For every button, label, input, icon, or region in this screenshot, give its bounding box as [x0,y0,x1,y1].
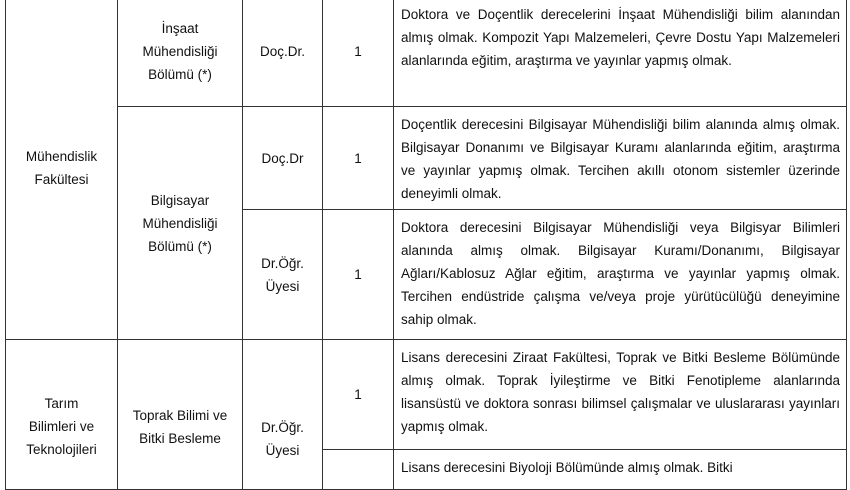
position-description: Doktora derecesini Bilgisayar Mühendisliği veya Bilgisyar Bilimleri alanında almış olmak. Bilgisayar Kuramı/Donanımı, Bilgisayar Ağları/Kablosuz Ağlar eğitim, araştırma ve yayınlar yapmış olmak. Tercihen endüstride çalışma ve/veya proje yürütücülüğü deneyimine sahip olmak. [401,220,840,327]
description-cell [394,0,847,107]
department-name: Bilgisayar Mühendisliği Bölümü (*) [142,192,218,254]
title-cell [243,210,323,340]
description-cell [394,107,847,210]
table-row [6,340,847,450]
position-count: 1 [354,267,362,282]
count-cell [323,210,394,340]
academic-title: Dr.Öğr. Üyesi [261,255,304,294]
position-count: 1 [354,150,362,166]
title-cell [243,340,323,490]
position-count: 1 [354,387,362,402]
count-cell [323,0,394,107]
title-cell [243,0,323,107]
position-description: Lisans derecesini Biyoloji Bölümünde almış olmak. Bitki [401,460,733,475]
academic-title: Dr.Öğr. Üyesi [261,420,304,458]
department-cell [118,340,243,490]
faculty-name: Tarım Bilimleri ve Teknolojileri [26,396,97,457]
count-cell [323,340,394,450]
department-cell [118,0,243,107]
academic-title: Doç.Dr [261,150,304,166]
position-description: Doçentlik derecesini Bilgisayar Mühendisliği bilim alanında almış olmak. Bilgisayar Donanımı ve Bilgisayar Kuramı alanlarında eğitim, araştırma ve yayınlar yapmış olmak. Tercihen akıllı otonom sistemler üzerinde deneyimli olmak. [401,117,840,201]
title-cell [243,107,323,210]
faculty-cell [6,340,118,490]
department-name: Toprak Bilimi ve Bitki Besleme [132,408,228,446]
position-count: 1 [354,44,362,59]
table-row [6,0,847,107]
faculty-name: Mühendislik Fakültesi [25,149,98,187]
position-description: Lisans derecesini Ziraat Fakültesi, Toprak ve Bitki Besleme Bölümünde almış olmak. Toprak İyileştirme ve Bitki Fenotipleme alanlarında lisansüstü ve doktora sonrası bilimsel çalışmalar ve uluslararası yayınları yapmış olmak. [401,350,840,434]
count-cell [323,450,394,490]
description-cell [394,210,847,340]
table-row [6,107,847,210]
department-cell [118,107,243,340]
count-cell [323,107,394,210]
academic-title: Doç.Dr. [259,44,305,59]
faculty-cell [6,0,118,340]
description-cell [394,450,847,490]
department-name: İnşaat Mühendisliği Bölümü (*) [142,21,218,82]
description-cell [394,340,847,450]
position-description: Doktora ve Doçentlik derecelerini İnşaat Mühendisliği bilim alanından almış olmak. Kompozit Yapı Malzemeleri, Çevre Dostu Yapı Malzemeleri alanlarında eğitim, araştırma ve yayınlar yapmış olmak. [401,7,840,68]
position-table [5,0,847,490]
